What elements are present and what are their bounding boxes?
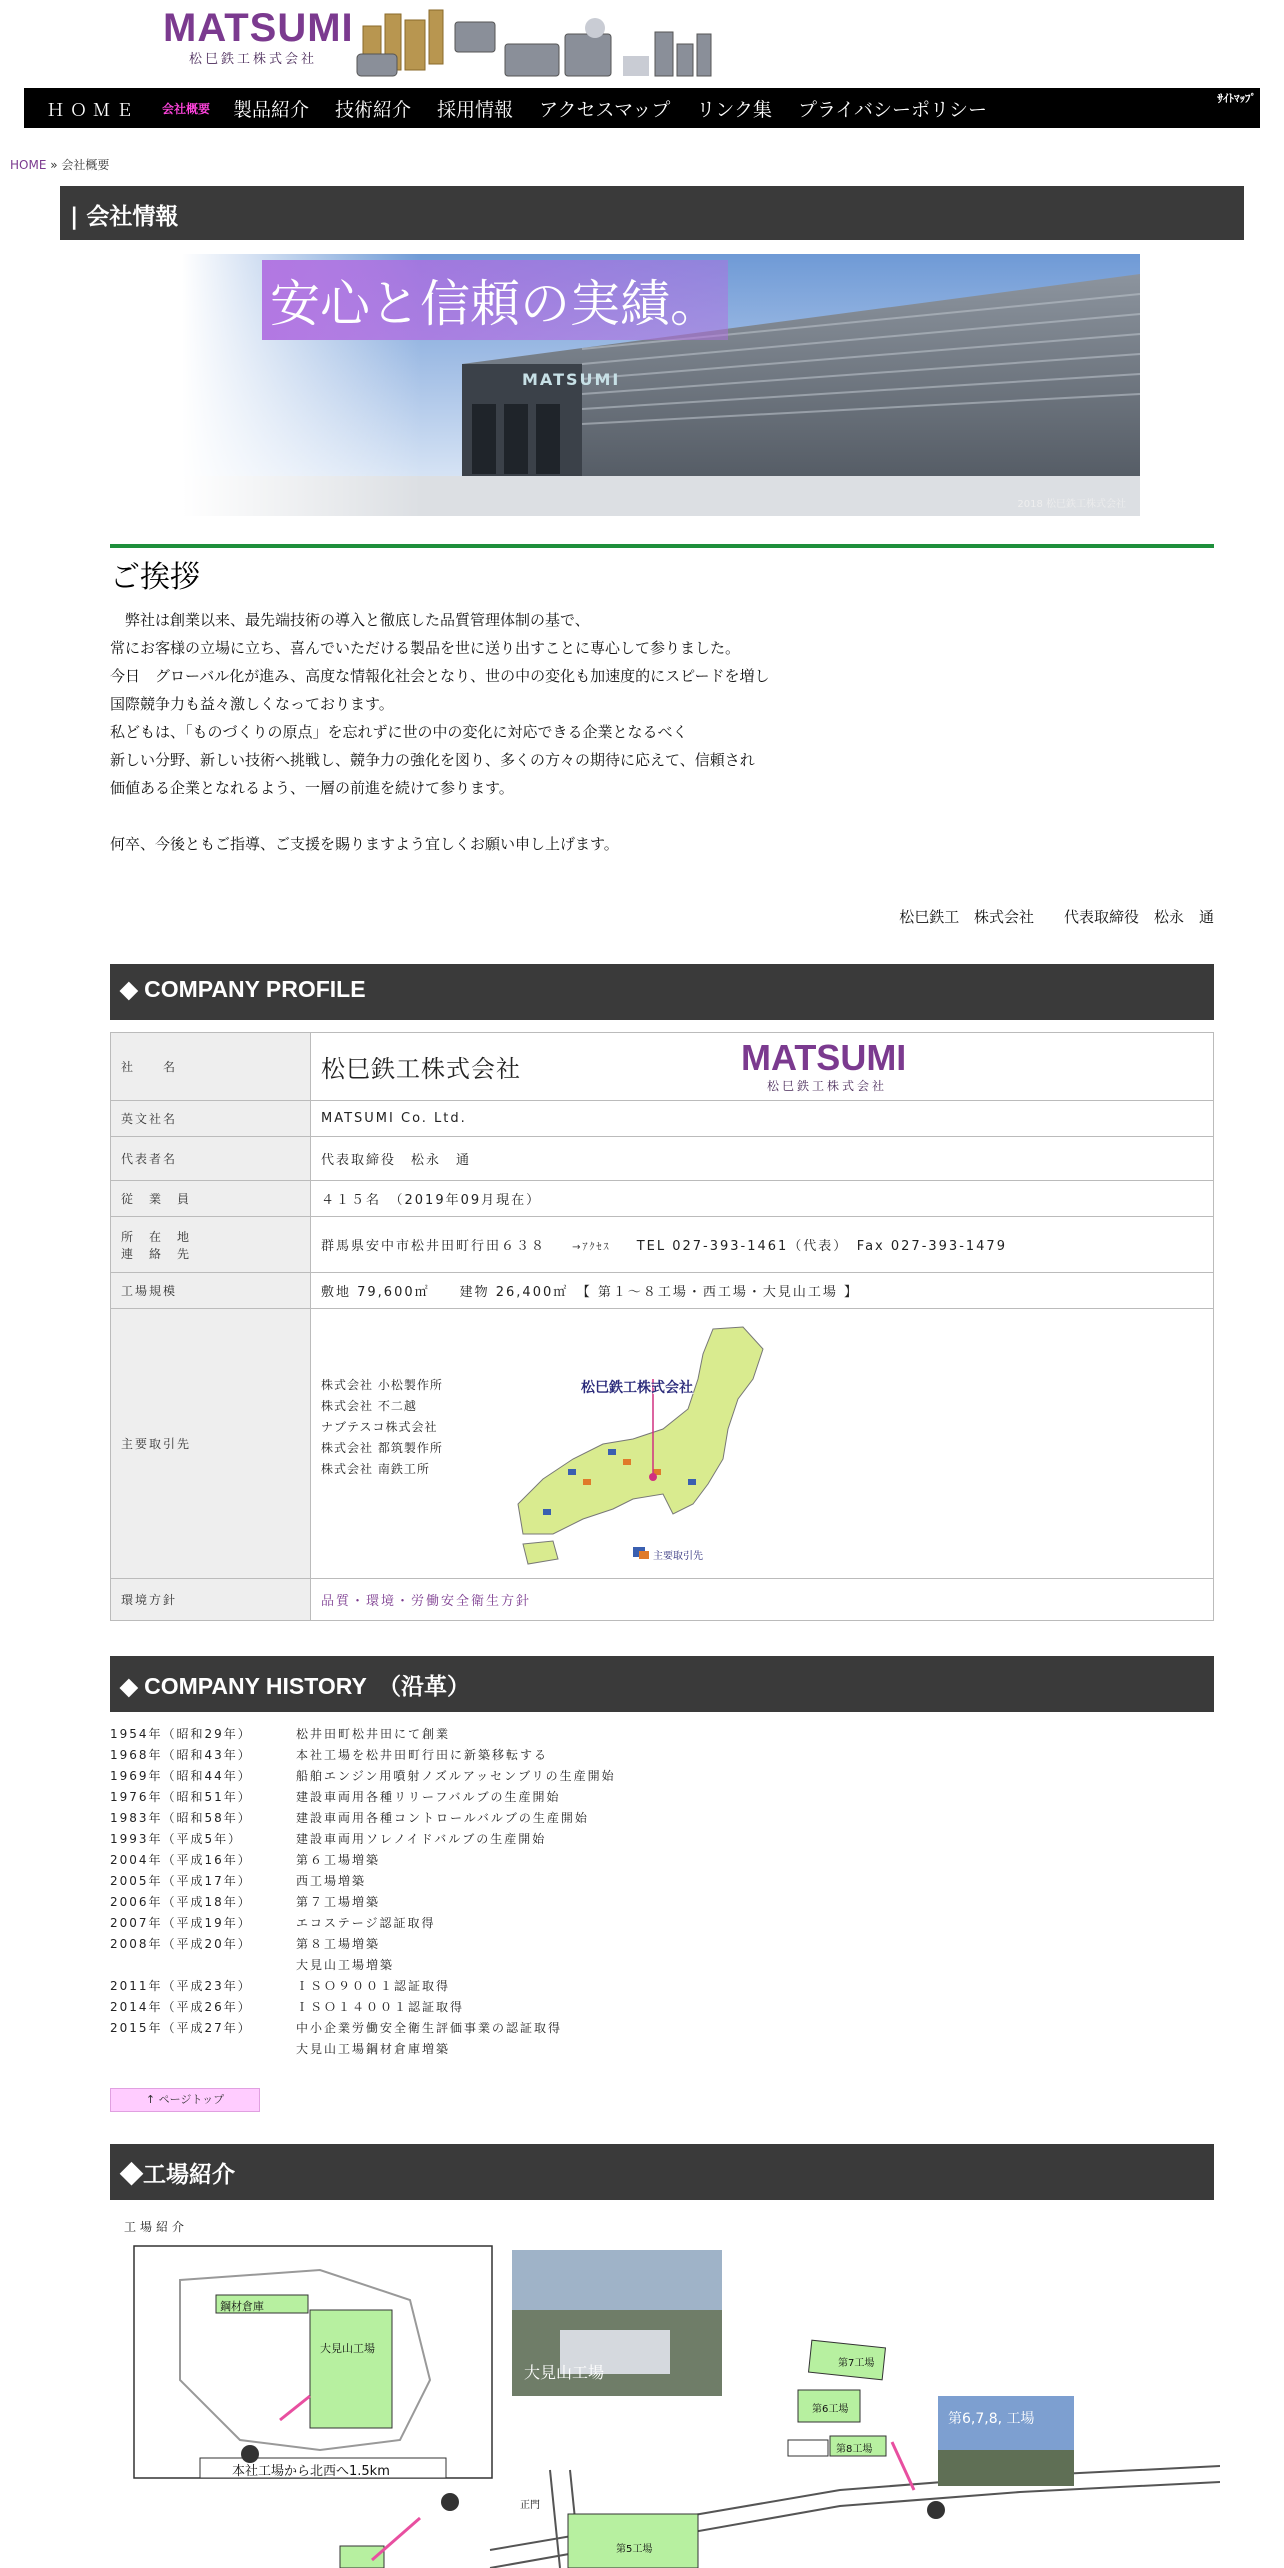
profile-key-address-1: 所 在 地 — [121, 1229, 192, 1244]
history-event: 大見山工場鋼材倉庫増築 — [296, 2042, 451, 2056]
company-logo[interactable] — [163, 6, 354, 70]
history-event: 大見山工場増築 — [296, 1958, 395, 1972]
label-factory-8: 第8工場 — [836, 2444, 873, 2455]
greeting-line: 価値ある企業となれるよう、一層の前進を続けて参ります。 — [110, 779, 514, 797]
history-row — [110, 1997, 616, 2018]
history-event: 中小企業労働安全衛生評価事業の認証取得 — [296, 2021, 563, 2035]
map-legend: 主要取引先 — [653, 1550, 703, 1562]
profile-value-scale: 敷地 79,600㎡ 建物 26,400㎡ 【 第１～８工場・西工場・大見山工場 】 — [311, 1273, 1214, 1309]
greeting-body — [110, 606, 1110, 858]
label-main-gate: 正門 — [520, 2500, 540, 2511]
label-direction-note: 本社工場から北西へ1.5km — [232, 2464, 390, 2479]
client-list — [321, 1319, 501, 1480]
map-company-label: 松巳鉄工株式会社 — [581, 1379, 693, 1396]
profile-value-name — [311, 1033, 1214, 1101]
logo-subtitle: 松巳鉄工株式会社 — [189, 52, 318, 67]
greeting-line — [110, 802, 1110, 830]
greeting-line: 弊社は創業以来、最先端技術の導入と徹底した品質管理体制の基で、 — [110, 611, 590, 629]
profile-section-title: ◆ COMPANY PROFILE — [110, 964, 1214, 1020]
history-year — [110, 2039, 296, 2060]
profile-value-address — [311, 1217, 1214, 1273]
history-event: 第８工場増築 — [296, 1937, 381, 1951]
history-year: 2007年（平成19年） — [110, 1916, 252, 1930]
greeting-line: 常にお客様の立場に立ち、喜んでいただける製品を世に送り出すことに専心して参りました。 — [110, 639, 741, 657]
nav-links[interactable]: リンク集 — [696, 98, 772, 121]
profile-value-clients — [311, 1309, 1214, 1579]
banner-caption: 安心と信頼の実績。 — [262, 260, 728, 340]
client-item: ナブテスコ株式会社 — [321, 1419, 438, 1434]
history-event: 松井田町松井田にて創業 — [296, 1727, 451, 1741]
logo-wordmark: MATSUMI — [163, 6, 354, 50]
history-year: 1976年（昭和51年） — [110, 1790, 252, 1804]
banner-credit: 2018 松巳鉄工株式会社 — [1017, 499, 1126, 510]
history-row — [110, 1745, 616, 1766]
history-row — [110, 1808, 616, 1829]
label-factory-6: 第6工場 — [812, 2404, 849, 2415]
history-row — [110, 1787, 616, 1808]
nav-products[interactable]: 製品紹介 — [233, 98, 310, 121]
history-year: 1983年（昭和58年） — [110, 1811, 252, 1825]
history-year: 1993年（平成5年） — [110, 1832, 243, 1846]
breadcrumb-separator: » — [46, 158, 62, 172]
nav-privacy[interactable]: プライバシーポリシー — [797, 98, 988, 121]
history-year: 2004年（平成16年） — [110, 1853, 252, 1867]
profile-key-env: 環境方針 — [111, 1579, 311, 1621]
history-year: 2006年（平成18年） — [110, 1895, 252, 1909]
building-sign: MATSUMI — [522, 370, 621, 389]
greeting-title: ご挨拶 — [110, 560, 200, 595]
nav-technology[interactable]: 技術紹介 — [335, 98, 412, 121]
history-year: 2008年（平成20年） — [110, 1937, 252, 1951]
japan-map-image — [513, 1319, 773, 1569]
history-event: 船舶エンジン用噴射ノズルアッセンブリの生産開始 — [296, 1769, 616, 1783]
profile-key-rep: 代表者名 — [111, 1137, 311, 1181]
greeting-signature: 松巳鉄工 株式会社 代表取締役 松永 通 — [899, 908, 1214, 926]
profile-table — [110, 1032, 1214, 1621]
address-text: 群馬県安中市松井田町行田６３８ — [321, 1239, 547, 1254]
breadcrumb — [10, 156, 109, 173]
history-row — [110, 1850, 616, 1871]
company-name: 松巳鉄工株式会社 — [321, 1055, 521, 1083]
history-row — [110, 1913, 616, 1934]
greeting-line: 国際競争力も益々激しくなっております。 — [110, 695, 394, 713]
breadcrumb-current: 会社概要 — [61, 158, 110, 172]
profile-value-english: MATSUMI Co. Ltd. — [311, 1101, 1214, 1137]
phone-text: TEL 027-393-1461（代表） Fax 027-393-1479 — [636, 1239, 1007, 1254]
client-item: 株式会社 南鉄工所 — [321, 1461, 430, 1476]
japan-map — [513, 1319, 773, 1569]
nav-company[interactable]: 会社概要 — [162, 101, 211, 116]
history-row — [110, 1766, 616, 1787]
profile-key-scale: 工場規模 — [111, 1273, 311, 1309]
label-factory-7: 第7工場 — [838, 2358, 875, 2369]
photo-factories-caption: 第6,7,8, 工場 — [948, 2411, 1035, 2427]
history-event: エコステージ認証取得 — [296, 1916, 436, 1930]
profile-logo — [741, 1039, 906, 1094]
history-event: 第７工場増築 — [296, 1895, 381, 1909]
history-event: 第６工場増築 — [296, 1853, 381, 1867]
history-event: ＩＳＯ９００１認証取得 — [296, 1979, 451, 1993]
history-list — [110, 1724, 616, 2060]
factory-subheading: 工場紹介 — [124, 2220, 189, 2234]
history-year — [110, 1955, 296, 1976]
history-row — [110, 1892, 616, 1913]
history-row — [110, 2018, 616, 2039]
factory-section-title: ◆工場紹介 — [110, 2144, 1214, 2200]
history-row — [110, 1829, 616, 1850]
history-event: 建設車両用各種コントロールバルブの生産開始 — [296, 1811, 589, 1825]
history-year: 2011年（平成23年） — [110, 1979, 252, 1993]
history-year: 2005年（平成17年） — [110, 1874, 252, 1888]
history-year: 1954年（昭和29年） — [110, 1727, 252, 1741]
profile-key-english: 英文社名 — [111, 1101, 311, 1137]
history-year: 2015年（平成27年） — [110, 2021, 252, 2035]
profile-value-rep: 代表取締役 松永 通 — [311, 1137, 1214, 1181]
nav-access[interactable]: アクセスマップ — [539, 98, 671, 121]
site-header — [0, 0, 1284, 121]
section-title-company: | 会社情報 — [60, 186, 1244, 240]
header-products-image — [355, 4, 735, 84]
history-row — [110, 1934, 616, 1955]
client-item: 株式会社 不二越 — [321, 1398, 417, 1413]
history-event: 本社工場を松井田町行田に新築移転する — [296, 1748, 549, 1762]
hero-banner — [182, 254, 1140, 516]
label-omiyama-factory: 大見山工場 — [320, 2342, 375, 2355]
history-event: ＩＳＯ１４００１認証取得 — [296, 2000, 465, 2014]
profile-logo-subtitle: 松巳鉄工株式会社 — [767, 1079, 888, 1093]
client-item: 株式会社 都筑製作所 — [321, 1440, 443, 1455]
access-link[interactable]: →ｱｸｾｽ — [572, 1242, 611, 1253]
profile-key-employees: 従 業 員 — [111, 1181, 311, 1217]
page-top-button[interactable]: ↑ ページトップ — [110, 2088, 260, 2112]
history-year: 1969年（昭和44年） — [110, 1769, 252, 1783]
history-row — [110, 1871, 616, 1892]
profile-key-clients: 主要取引先 — [111, 1309, 311, 1579]
history-event: 建設車両用各種リリーフバルブの生産開始 — [296, 1790, 561, 1804]
label-warehouse: 鋼材倉庫 — [220, 2300, 264, 2313]
greeting-line: 今日 グローバル化が進み、高度な情報化社会となり、世の中の変化も加速度的にスピードを増し — [110, 667, 770, 685]
history-event: 建設車両用ソレノイドバルブの生産開始 — [296, 1832, 547, 1846]
history-row — [110, 2039, 616, 2060]
greeting-line: 何卒、今後ともご指導、ご支援を賜りますよう宜しくお願い申し上げます。 — [110, 835, 619, 853]
greeting-divider — [110, 544, 1214, 548]
greeting-line: 新しい分野、新しい技術へ挑戦し、競争力の強化を図り、多くの方々の期待に応えて、信頼され — [110, 751, 755, 769]
profile-key-address-2: 連 絡 先 — [121, 1246, 192, 1261]
nav-recruit[interactable]: 採用情報 — [437, 98, 514, 121]
profile-key-name: 社 名 — [111, 1033, 311, 1101]
breadcrumb-home[interactable]: HOME — [10, 158, 47, 172]
factory-layout-map — [120, 2240, 1220, 2568]
label-factory-5: 第5工場 — [616, 2544, 653, 2555]
history-event: 西工場増築 — [296, 1874, 367, 1888]
client-item: 株式会社 小松製作所 — [321, 1377, 443, 1392]
profile-logo-wordmark: MATSUMI — [741, 1037, 907, 1078]
sitemap-link[interactable]: ｻｲﾄﾏｯﾌﾟ — [1217, 92, 1256, 105]
profile-key-address — [111, 1217, 311, 1273]
history-row — [110, 1724, 616, 1745]
profile-value-employees: ４１５名 （2019年09月現在） — [311, 1181, 1214, 1217]
history-year: 1968年（昭和43年） — [110, 1748, 252, 1762]
greeting-line: 私どもは、「ものづくりの原点」を忘れずに世の中の変化に対応できる企業となるべく — [110, 723, 688, 741]
history-year: 2014年（平成26年） — [110, 2000, 252, 2014]
nav-home[interactable]: ＨＯＭＥ — [47, 100, 139, 121]
photo-omiyama-caption: 大見山工場 — [524, 2363, 605, 2382]
env-policy-link[interactable]: 品質・環境・労働安全衛生方針 — [311, 1579, 1214, 1621]
history-row — [110, 1955, 616, 1976]
history-row — [110, 1976, 616, 1997]
main-navbar — [24, 88, 1260, 128]
history-section-title: ◆ COMPANY HISTORY （沿革） — [110, 1656, 1214, 1712]
factory-map-drawing — [120, 2240, 1220, 2568]
